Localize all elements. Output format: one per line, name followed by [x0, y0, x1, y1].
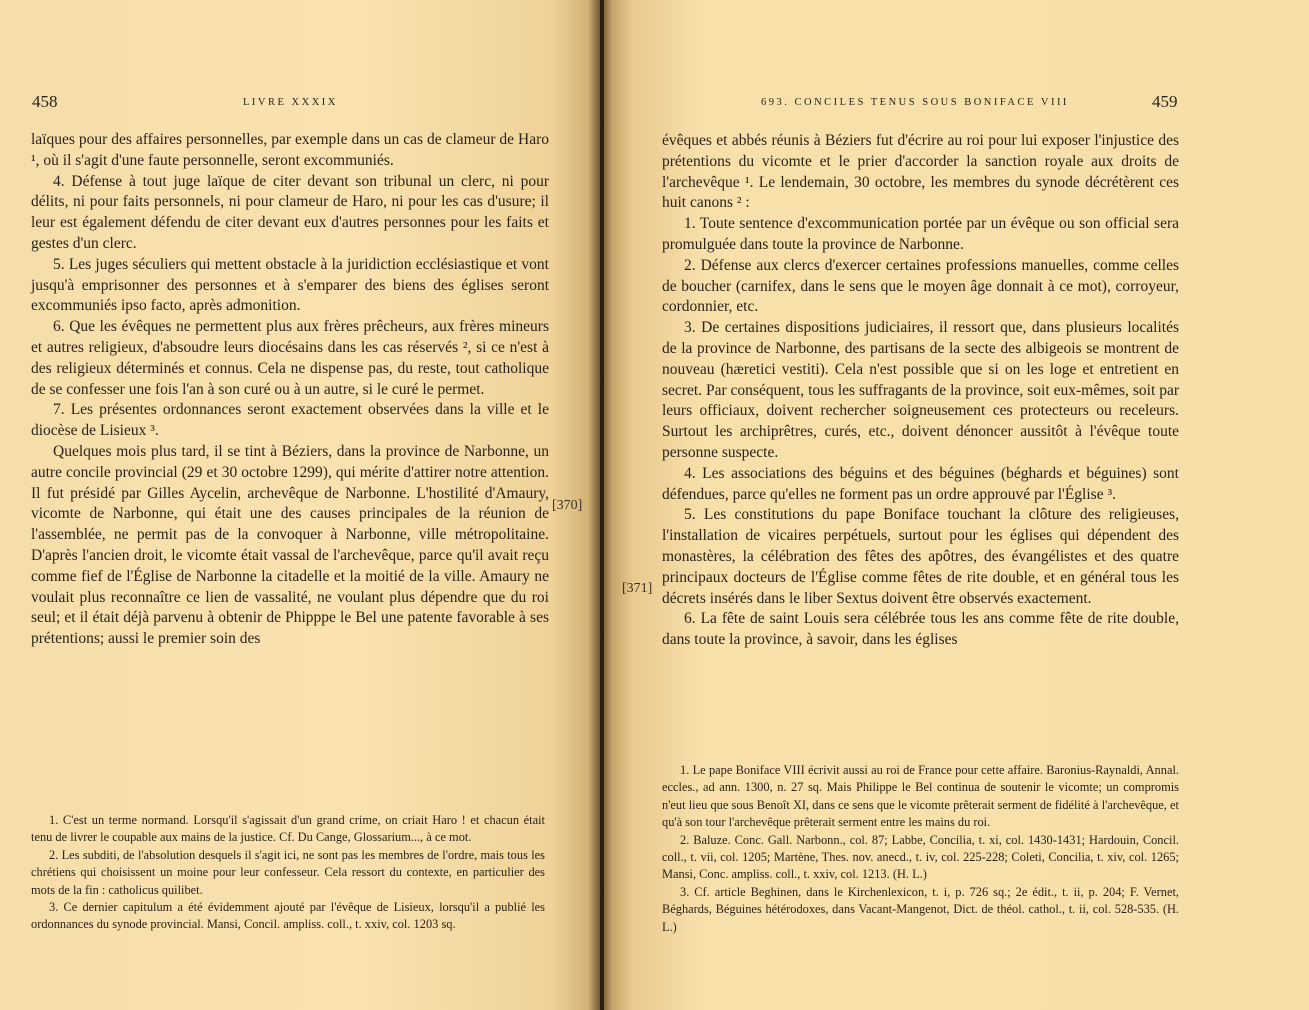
paragraph: Quelques mois plus tard, il se tint à Béziers, dans la province de Narbonne, un autre concile provincial (29 et 30 octobre 1299), qui mérite d'attirer notre attention. Il fut présidé par Gilles Aycelin, archevêque de Narbonne. L'hostilité d'Amaury, vicomte de Narbonne, qui était une des causes principales de la réunion de l'assemblée, ne permit pas de la convoquer à Narbonne, ville métropolitaine. D'après l'ancien droit, le vicomte était vassal de l'archevêque, parce qu'il avait reçu comme fief de l'Église de Narbonne la citadelle et la moitié de la ville. Amaury ne voulait plus reconnaître ce lien de vassalité, ne voulant plus dépendre que du roi seul; et il était déjà parvenu à obtenir de Phipppe le Bel une patente favorable à ses prétentions; aussi le premier soin des [31, 442, 549, 648]
left-running-head [0, 92, 600, 114]
paragraph: 7. Les présentes ordonnances seront exactement observées dans la ville et le diocèse de Lisieux ³. [31, 401, 549, 440]
paragraph: 5. Les juges séculiers qui mettent obstacle à la juridiction ecclésiastique et vont jusqu'à emprisonner des personnes et à s'emparer des biens des églises seront excommuniés ipso facto, après admonition. [31, 255, 549, 315]
footnote: 1. C'est un terme normand. Lorsqu'il s'agissait d'un grand crime, on criait Haro ! et chacun était tenu de livrer le coupable aux mains de la justice. Cf. Du Cange, Glossarium..., à ce mot. [31, 813, 545, 845]
left-margin-page-marker: [370] [552, 498, 583, 513]
footnote: 2. Baluze. Conc. Gall. Narbonn., col. 87; Labbe, Concilia, t. xi, col. 1430-1431; Hardouin, Concil. coll., t. vii, col. 1205; Martène, Thes. nov. anecd., t. iv, col. 225-228; Coleti, Concilia, t. xiv, col. 1265; Mansi, Conc. ampliss. coll., t. xxiv, col. 1213. (H. L.) [662, 832, 1179, 882]
paragraph: 3. De certaines dispositions judiciaires, il ressort que, dans plusieurs localités de la province de Narbonne, des partisans de la secte des albigeois se montrent de nouveau (hæretici vestiti). Cela n'est possible que si on les loge et entretient en secret. Par conséquent, tous les suffragants de la province, soit eux-mêmes, soit par leurs officiaux, doivent rechercher soigneusement ces protecteurs ou receleurs. Surtout les archiprêtres, curés, etc., doivent dénoncer aussitôt à l'évêque toute personne suspecte. [662, 319, 1179, 461]
book-gutter-shadow [588, 0, 612, 1010]
right-page [604, 0, 1309, 1010]
paragraph: 4. Défense à tout juge laïque de citer devant son tribunal un clerc, ni pour délits, ni pour faits personnels, ni pour clameur de Haro, ni pour les cas d'usure; il leur est également défendu de citer devant eux d'autres personnes pour les faits et gestes d'un clerc. [31, 172, 549, 252]
footnote: 1. Le pape Boniface VIII écrivit aussi au roi de France pour cette affaire. Baronius-Raynaldi, Annal. eccles., ad ann. 1300, n. 27 sq. Mais Philippe le Bel continua de soutenir le vicomte; un compromis n'eut lieu que sous Benoît XI, dans ce sens que le vicomte prêterait serment de fidélité à l'archevêque, et qu'à son tour l'archevêque prêterait serment entre les mains du roi. [662, 763, 1179, 830]
left-page-number: 458 [32, 92, 58, 111]
footnote: 3. Cf. article Beghinen, dans le Kirchenlexicon, t. i, p. 726 sq.; 2e édit., t. ii, p. 204; F. Vernet, Béghards, Béguines hétérodoxes, dans Vacant-Mangenot, Dict. de théol. cathol., t. ii, col. 528-535. (H. L.) [662, 884, 1179, 934]
paragraph: 2. Défense aux clercs d'exercer certaines professions manuelles, comme celles de boucher (carnifex, dans le sens que le moyen âge donnait à ce mot), corroyeur, cordonnier, etc. [662, 256, 1179, 316]
footnote: 2. Les subditi, de l'absolution desquels il s'agit ici, ne sont pas les membres de l'ordre, mais tous les chrétiens qui choisissent un moine pour leur confesseur. Cela ressort du contexte, en particulier des mots de la fin : catholicus quilibet. [31, 847, 545, 897]
right-body [662, 131, 1179, 651]
left-page [0, 0, 600, 1010]
paragraph: 5. Les constitutions du pape Boniface touchant la clôture des religieuses, l'installation de vicaires perpétuels, surtout pour les églises qui dépendent des monastères, la célébration des fêtes des apôtres, des évangélistes et des quatre principaux docteurs de l'Église comme fêtes de rite double, et en général tous les décrets insérés dans le liber Sextus doivent être observés exactement. [662, 506, 1179, 607]
paragraph: 6. La fête de saint Louis sera célébrée tous les ans comme fête de rite double, dans toute la province, à savoir, dans les églises [662, 610, 1179, 649]
right-page-number: 459 [1152, 92, 1178, 111]
paragraph: évêques et abbés réunis à Béziers fut d'écrire au roi pour lui exposer l'injustice des prétentions du vicomte et le prier d'accorder la sanction royale aux droits de l'archevêque ¹. Le lendemain, 30 octobre, les membres du synode décrétèrent ces huit canons ² : [662, 132, 1179, 212]
left-footnotes [31, 812, 545, 934]
paragraph: 6. Que les évêques ne permettent plus aux frères prêcheurs, aux frères mineurs et autres religieux, d'absoudre leurs diocésains dans les cas réservés ², si ce n'est à des religieux déterminés et connus. Cela ne dispense pas, du reste, tout catholique de se confesser une fois l'an à son curé ou à un autre, si le curé le permet. [31, 318, 549, 398]
left-running-title: LIVRE XXXIX [243, 97, 338, 108]
right-running-title: 693. CONCILES TENUS SOUS BONIFACE VIII [761, 97, 1069, 108]
paragraph: 1. Toute sentence d'excommunication portée par un évêque ou son official sera promulguée dans toute la province de Narbonne. [662, 215, 1179, 253]
paragraph: laïques pour des affaires personnelles, par exemple dans un cas de clameur de Haro ¹, où il s'agit d'une faute personnelle, seront excommuniés. [31, 131, 549, 169]
paragraph: 4. Les associations des béguins et des béguines (béghards et béguines) sont défendues, parce qu'elles ne forment pas un ordre approuvé par l'Église ³. [662, 464, 1179, 503]
left-body [31, 130, 549, 650]
right-margin-page-marker: [371] [622, 581, 653, 596]
footnote: 3. Ce dernier capitulum a été évidemment ajouté par l'évêque de Lisieux, lorsqu'il a publié les ordonnances du synode provincial. Mansi, Concil. ampliss. coll., t. xxiv, col. 1203 sq. [31, 900, 545, 932]
right-running-head [604, 92, 1309, 114]
right-footnotes [662, 762, 1179, 936]
